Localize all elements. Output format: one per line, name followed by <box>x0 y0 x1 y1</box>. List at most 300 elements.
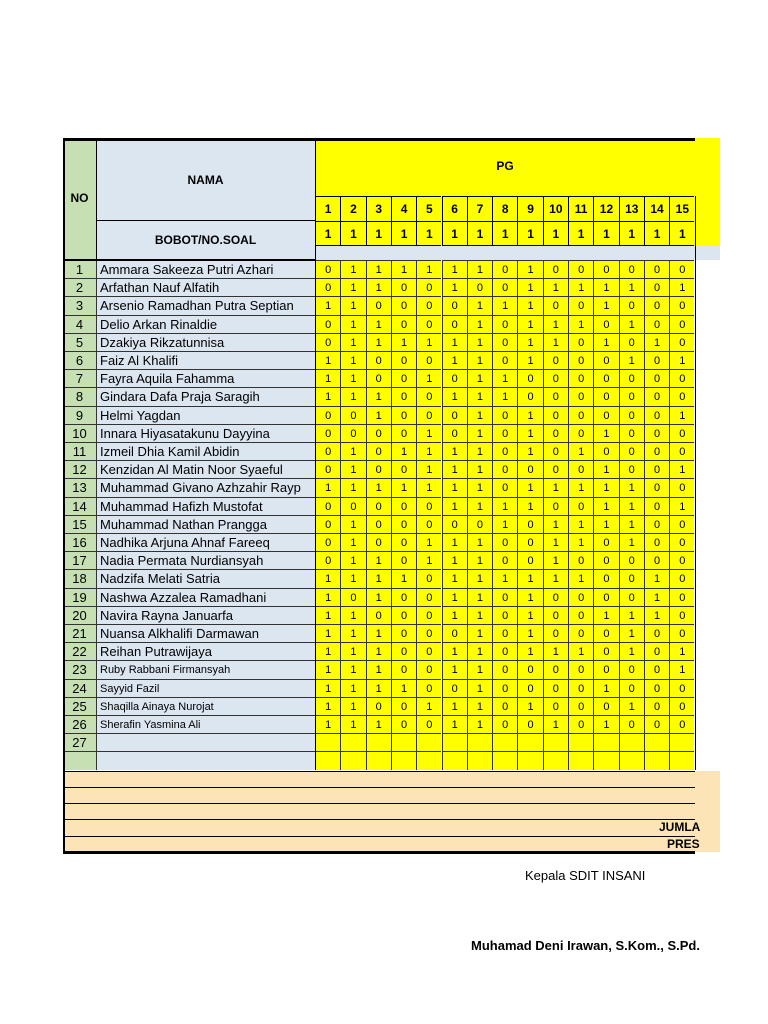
signature-title: Kepala SDIT INSANI <box>525 868 646 883</box>
table-border <box>63 851 695 854</box>
answer-cell: 0 <box>568 588 593 606</box>
answer-cell: 1 <box>593 497 618 515</box>
answer-cell: 0 <box>315 533 340 551</box>
answer-cell: 1 <box>340 533 365 551</box>
answer-cell: 1 <box>442 715 467 733</box>
answer-cell: 0 <box>366 533 391 551</box>
answer-cell: 1 <box>593 515 618 533</box>
answer-cell: 1 <box>517 478 542 496</box>
answer-cell: 1 <box>467 387 492 405</box>
answer-cell: 0 <box>644 351 669 369</box>
answer-cell: 0 <box>619 333 644 351</box>
answer-cell: 0 <box>669 296 694 314</box>
answer-cell: 1 <box>391 679 416 697</box>
answer-cell: 0 <box>644 533 669 551</box>
answer-cell: 0 <box>543 369 568 387</box>
row-number: 10 <box>63 424 96 442</box>
answer-cell: 0 <box>442 315 467 333</box>
answer-cell: 1 <box>442 606 467 624</box>
answer-cell: 1 <box>442 442 467 460</box>
answer-cell: 1 <box>593 278 618 296</box>
question-weight: 1 <box>416 222 441 246</box>
answer-cell: 1 <box>315 296 340 314</box>
answer-cell: 1 <box>467 351 492 369</box>
answer-cell: 0 <box>619 424 644 442</box>
answer-cell: 1 <box>442 497 467 515</box>
answer-cell: 1 <box>669 351 694 369</box>
no-label: NO <box>70 191 89 205</box>
answer-cell: 1 <box>442 660 467 678</box>
answer-cell: 0 <box>492 315 517 333</box>
answer-cell: 1 <box>340 697 365 715</box>
answer-cell: 0 <box>593 551 618 569</box>
question-weight: 1 <box>492 222 517 246</box>
answer-cell: 0 <box>568 497 593 515</box>
empty-answer-cell <box>568 751 593 769</box>
answer-cell: 0 <box>467 515 492 533</box>
answer-cell: 0 <box>644 497 669 515</box>
answer-cell: 0 <box>543 351 568 369</box>
answer-cell: 1 <box>467 333 492 351</box>
answer-cell: 0 <box>315 515 340 533</box>
answer-cell: 0 <box>315 551 340 569</box>
answer-cell: 1 <box>315 624 340 642</box>
score-sheet <box>63 138 720 854</box>
jumlah-label: JUMLA <box>659 820 701 835</box>
answer-cell: 0 <box>619 260 644 278</box>
empty-answer-cell <box>669 751 694 769</box>
answer-cell: 1 <box>391 569 416 587</box>
answer-cell: 1 <box>593 679 618 697</box>
answer-cell: 0 <box>543 460 568 478</box>
answer-cell: 1 <box>543 533 568 551</box>
answer-cell: 0 <box>644 460 669 478</box>
answer-cell: 1 <box>568 569 593 587</box>
answer-cell: 0 <box>644 624 669 642</box>
answer-cell: 1 <box>366 333 391 351</box>
student-name: Gindara Dafa Praja Saragih <box>96 387 315 405</box>
answer-cell: 1 <box>492 296 517 314</box>
answer-cell: 0 <box>568 424 593 442</box>
answer-cell: 0 <box>492 697 517 715</box>
answer-cell: 0 <box>416 351 441 369</box>
answer-cell <box>669 733 694 751</box>
question-number: 2 <box>340 196 365 222</box>
answer-cell <box>416 733 441 751</box>
answer-cell: 1 <box>340 387 365 405</box>
answer-cell: 0 <box>391 515 416 533</box>
answer-cell: 1 <box>619 315 644 333</box>
empty-answer-cell <box>644 751 669 769</box>
answer-cell: 0 <box>416 278 441 296</box>
answer-cell: 0 <box>619 460 644 478</box>
student-name: Muhammad Hafizh Mustofat <box>96 497 315 515</box>
answer-cell: 0 <box>517 460 542 478</box>
answer-cell: 0 <box>366 296 391 314</box>
answer-cell: 0 <box>340 406 365 424</box>
answer-cell: 1 <box>568 515 593 533</box>
answer-cell: 1 <box>543 278 568 296</box>
answer-cell: 0 <box>416 679 441 697</box>
answer-cell: 1 <box>442 697 467 715</box>
answer-cell: 0 <box>644 260 669 278</box>
answer-cell: 1 <box>442 387 467 405</box>
answer-cell: 0 <box>391 715 416 733</box>
answer-cell: 0 <box>568 624 593 642</box>
answer-cell: 0 <box>517 715 542 733</box>
answer-cell: 0 <box>416 606 441 624</box>
row-number: 11 <box>63 442 96 460</box>
student-name <box>96 733 315 751</box>
answer-cell: 0 <box>644 315 669 333</box>
answer-cell: 1 <box>467 460 492 478</box>
answer-cell: 1 <box>467 606 492 624</box>
answer-cell: 0 <box>416 642 441 660</box>
question-number: 12 <box>593 196 618 222</box>
answer-cell: 1 <box>543 642 568 660</box>
answer-cell: 1 <box>568 642 593 660</box>
answer-cell: 0 <box>416 515 441 533</box>
answer-cell: 0 <box>517 679 542 697</box>
student-name: Dzakiya Rikzatunnisa <box>96 333 315 351</box>
table-border <box>315 138 316 770</box>
answer-cell: 0 <box>644 551 669 569</box>
answer-cell: 0 <box>416 406 441 424</box>
answer-cell: 1 <box>442 642 467 660</box>
summary-divider <box>63 819 695 820</box>
answer-cell: 1 <box>442 588 467 606</box>
answer-cell: 1 <box>315 715 340 733</box>
row-number: 24 <box>63 679 96 697</box>
answer-cell: 1 <box>467 551 492 569</box>
answer-cell <box>492 733 517 751</box>
answer-cell: 0 <box>669 606 694 624</box>
answer-cell: 1 <box>340 315 365 333</box>
question-weight: 1 <box>442 222 467 246</box>
answer-cell: 0 <box>517 551 542 569</box>
row-number: 21 <box>63 624 96 642</box>
answer-cell: 1 <box>467 478 492 496</box>
question-number: 15 <box>669 196 694 222</box>
answer-cell: 1 <box>340 624 365 642</box>
question-weight: 1 <box>543 222 568 246</box>
answer-cell <box>442 733 467 751</box>
answer-cell: 0 <box>543 260 568 278</box>
answer-cell: 0 <box>543 387 568 405</box>
answer-cell: 1 <box>442 533 467 551</box>
answer-cell: 0 <box>543 296 568 314</box>
answer-cell: 1 <box>517 351 542 369</box>
answer-cell: 1 <box>644 333 669 351</box>
answer-cell: 0 <box>366 697 391 715</box>
table-border <box>96 220 315 221</box>
answer-cell: 0 <box>619 369 644 387</box>
answer-cell: 1 <box>340 660 365 678</box>
empty-answer-cell <box>467 751 492 769</box>
answer-cell <box>366 733 391 751</box>
answer-cell: 1 <box>340 715 365 733</box>
answer-cell: 0 <box>391 278 416 296</box>
answer-cell: 0 <box>568 697 593 715</box>
answer-cell <box>340 733 365 751</box>
answer-cell: 0 <box>391 588 416 606</box>
answer-cell: 1 <box>619 478 644 496</box>
answer-cell: 1 <box>366 260 391 278</box>
answer-cell: 0 <box>492 715 517 733</box>
answer-cell: 0 <box>669 442 694 460</box>
answer-cell: 0 <box>391 351 416 369</box>
student-name: Navira Rayna Januarfa <box>96 606 315 624</box>
answer-cell: 1 <box>492 369 517 387</box>
answer-cell: 1 <box>467 588 492 606</box>
answer-cell: 1 <box>340 551 365 569</box>
question-number: 7 <box>467 196 492 222</box>
answer-cell: 0 <box>543 588 568 606</box>
answer-cell: 0 <box>442 424 467 442</box>
answer-cell: 0 <box>340 424 365 442</box>
table-border <box>695 196 696 770</box>
answer-cell: 0 <box>492 624 517 642</box>
row-number: 13 <box>63 478 96 496</box>
answer-cell: 0 <box>619 387 644 405</box>
answer-cell: 1 <box>442 569 467 587</box>
answer-cell: 0 <box>416 715 441 733</box>
answer-cell: 1 <box>315 478 340 496</box>
answer-cell: 0 <box>669 715 694 733</box>
answer-cell: 0 <box>391 533 416 551</box>
answer-cell: 0 <box>416 296 441 314</box>
answer-cell: 0 <box>391 497 416 515</box>
answer-cell: 1 <box>669 642 694 660</box>
answer-cell: 0 <box>442 679 467 697</box>
answer-cell: 0 <box>492 679 517 697</box>
answer-cell: 0 <box>619 588 644 606</box>
student-name: Kenzidan Al Matin Noor Syaeful <box>96 460 315 478</box>
answer-cell: 0 <box>315 278 340 296</box>
answer-cell: 0 <box>568 296 593 314</box>
answer-cell: 0 <box>517 533 542 551</box>
answer-cell: 1 <box>340 369 365 387</box>
answer-cell: 1 <box>416 260 441 278</box>
answer-cell: 0 <box>543 497 568 515</box>
answer-cell: 0 <box>416 588 441 606</box>
answer-cell: 0 <box>644 478 669 496</box>
answer-cell: 0 <box>543 697 568 715</box>
answer-cell: 1 <box>340 569 365 587</box>
student-name: Ruby Rabbani Firmansyah <box>96 660 315 678</box>
answer-cell: 0 <box>669 478 694 496</box>
answer-cell: 0 <box>543 442 568 460</box>
answer-cell: 1 <box>442 551 467 569</box>
answer-cell: 0 <box>669 624 694 642</box>
answer-cell: 1 <box>315 569 340 587</box>
table-border <box>63 138 695 141</box>
answer-cell: 1 <box>391 478 416 496</box>
student-name: Nuansa Alkhalifi Darmawan <box>96 624 315 642</box>
answer-cell: 1 <box>593 424 618 442</box>
answer-cell: 0 <box>366 460 391 478</box>
answer-cell: 1 <box>340 679 365 697</box>
answer-cell: 1 <box>340 333 365 351</box>
answer-cell: 0 <box>366 351 391 369</box>
answer-cell: 0 <box>391 406 416 424</box>
answer-cell: 1 <box>467 679 492 697</box>
answer-cell: 0 <box>416 624 441 642</box>
answer-cell: 0 <box>669 679 694 697</box>
answer-cell: 1 <box>467 569 492 587</box>
answer-cell: 0 <box>492 551 517 569</box>
answer-cell: 0 <box>340 588 365 606</box>
answer-cell: 1 <box>619 278 644 296</box>
answer-cell: 1 <box>416 460 441 478</box>
nama-label: NAMA <box>187 173 224 187</box>
question-weight: 1 <box>340 222 365 246</box>
answer-cell: 1 <box>391 442 416 460</box>
answer-cell: 1 <box>340 460 365 478</box>
student-name: Muhammad Nathan Prangga <box>96 515 315 533</box>
answer-cell: 0 <box>442 624 467 642</box>
answer-cell: 1 <box>366 315 391 333</box>
answer-cell: 1 <box>517 260 542 278</box>
question-weight: 1 <box>467 222 492 246</box>
answer-cell: 0 <box>644 442 669 460</box>
answer-cell: 1 <box>543 315 568 333</box>
answer-cell: 0 <box>543 624 568 642</box>
answer-cell: 0 <box>619 551 644 569</box>
answer-cell: 0 <box>416 387 441 405</box>
answer-cell: 0 <box>442 406 467 424</box>
pg-subheader <box>315 246 720 260</box>
question-number: 8 <box>492 196 517 222</box>
answer-cell <box>467 733 492 751</box>
answer-cell: 0 <box>619 715 644 733</box>
answer-cell: 1 <box>340 606 365 624</box>
answer-cell: 0 <box>593 569 618 587</box>
answer-cell <box>543 733 568 751</box>
answer-cell: 1 <box>517 296 542 314</box>
student-name: Arsenio Ramadhan Putra Septian <box>96 296 315 314</box>
answer-cell: 1 <box>315 588 340 606</box>
answer-cell: 0 <box>644 642 669 660</box>
answer-cell: 1 <box>442 333 467 351</box>
answer-cell: 0 <box>644 679 669 697</box>
answer-cell: 1 <box>340 642 365 660</box>
row-number: 22 <box>63 642 96 660</box>
answer-cell: 1 <box>517 333 542 351</box>
answer-cell: 0 <box>366 442 391 460</box>
student-name: Nadhika Arjuna Ahnaf Fareeq <box>96 533 315 551</box>
answer-cell: 0 <box>568 333 593 351</box>
answer-cell: 1 <box>416 551 441 569</box>
answer-cell: 1 <box>416 478 441 496</box>
answer-cell: 1 <box>442 460 467 478</box>
row-number: 27 <box>63 733 96 751</box>
answer-cell: 0 <box>568 606 593 624</box>
student-name: Nashwa Azzalea Ramadhani <box>96 588 315 606</box>
question-weight: 1 <box>315 222 340 246</box>
row-number: 14 <box>63 497 96 515</box>
answer-cell: 1 <box>340 442 365 460</box>
answer-cell: 0 <box>669 387 694 405</box>
answer-cell: 0 <box>492 442 517 460</box>
answer-cell: 1 <box>442 478 467 496</box>
summary-divider <box>63 836 695 837</box>
answer-cell: 0 <box>593 588 618 606</box>
answer-cell: 0 <box>391 424 416 442</box>
answer-cell: 1 <box>492 497 517 515</box>
answer-cell: 0 <box>391 624 416 642</box>
answer-cell: 1 <box>366 478 391 496</box>
answer-cell: 1 <box>669 660 694 678</box>
summary-divider <box>63 787 695 788</box>
answer-cell: 1 <box>619 497 644 515</box>
answer-cell: 0 <box>315 442 340 460</box>
answer-cell: 1 <box>416 533 441 551</box>
answer-cell: 1 <box>543 715 568 733</box>
answer-cell: 0 <box>543 660 568 678</box>
student-name: Shaqilla Ainaya Nurojat <box>96 697 315 715</box>
answer-cell <box>391 733 416 751</box>
question-number: 11 <box>568 196 593 222</box>
answer-cell: 0 <box>669 315 694 333</box>
answer-cell: 0 <box>568 369 593 387</box>
answer-cell: 0 <box>366 424 391 442</box>
answer-cell: 0 <box>619 296 644 314</box>
answer-cell: 0 <box>593 660 618 678</box>
answer-cell: 0 <box>492 406 517 424</box>
question-number: 6 <box>442 196 467 222</box>
row-number: 18 <box>63 569 96 587</box>
answer-cell: 0 <box>644 697 669 715</box>
answer-cell: 0 <box>593 387 618 405</box>
answer-cell: 0 <box>593 533 618 551</box>
answer-cell: 0 <box>391 315 416 333</box>
answer-cell: 0 <box>391 642 416 660</box>
answer-cell: 0 <box>644 715 669 733</box>
answer-cell: 0 <box>644 660 669 678</box>
pg-label: PG <box>496 159 514 173</box>
row-number: 7 <box>63 369 96 387</box>
answer-cell: 0 <box>593 442 618 460</box>
row-number: 15 <box>63 515 96 533</box>
answer-cell: 1 <box>669 406 694 424</box>
row-number: 1 <box>63 260 96 278</box>
answer-cell: 0 <box>416 497 441 515</box>
answer-cell: 0 <box>315 424 340 442</box>
row-number: 5 <box>63 333 96 351</box>
answer-cell: 0 <box>543 424 568 442</box>
answer-cell: 1 <box>644 569 669 587</box>
answer-cell: 0 <box>669 424 694 442</box>
row-number: 17 <box>63 551 96 569</box>
answer-cell: 0 <box>391 606 416 624</box>
answer-cell: 1 <box>593 478 618 496</box>
answer-cell: 0 <box>416 660 441 678</box>
answer-cell: 1 <box>517 278 542 296</box>
answer-cell: 0 <box>416 315 441 333</box>
answer-cell: 1 <box>619 606 644 624</box>
answer-cell: 1 <box>467 715 492 733</box>
answer-cell: 1 <box>669 278 694 296</box>
answer-cell: 0 <box>492 606 517 624</box>
answer-cell: 0 <box>492 460 517 478</box>
empty-answer-cell <box>492 751 517 769</box>
row-number: 19 <box>63 588 96 606</box>
answer-cell: 1 <box>517 606 542 624</box>
answer-cell: 1 <box>619 515 644 533</box>
answer-cell: 0 <box>492 424 517 442</box>
answer-cell: 0 <box>416 569 441 587</box>
